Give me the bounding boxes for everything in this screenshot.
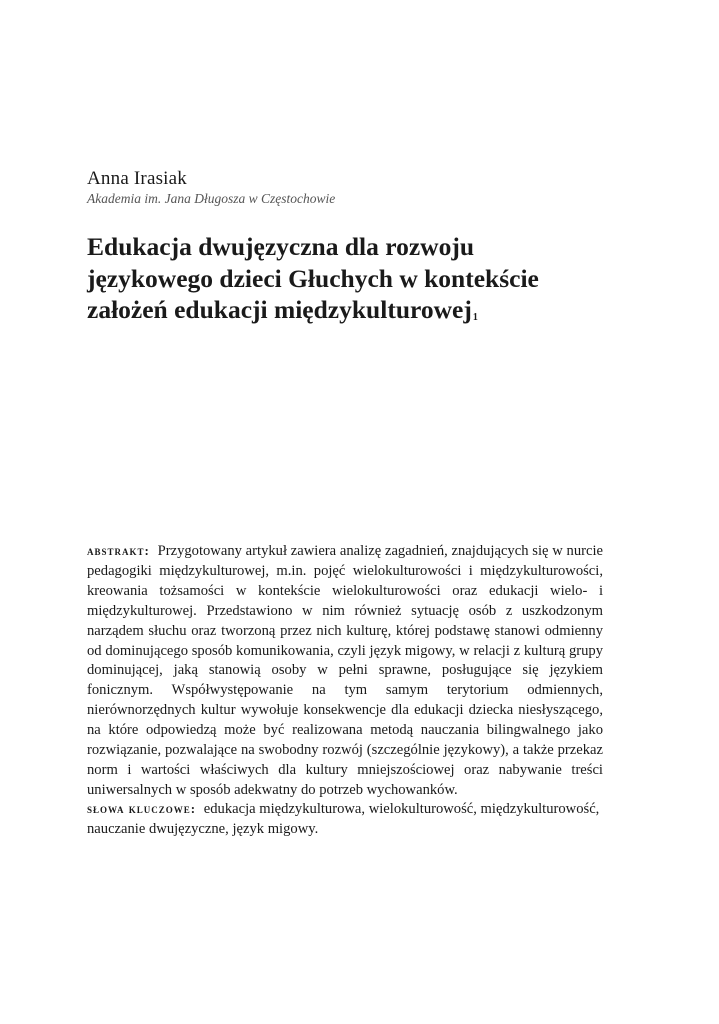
article-title [87, 231, 647, 326]
abstract-label: abstrakt: [87, 543, 150, 558]
title-line-1: Edukacja dwujęzyczna dla rozwoju [87, 232, 474, 261]
author-affiliation: Akademia im. Jana Długosza w Częstochowie [87, 191, 336, 206]
keywords-label: słowa kluczowe: [87, 801, 197, 816]
title-line-3: założeń edukacji międzykulturowej [87, 295, 472, 324]
abstract-paragraph [87, 541, 603, 801]
title-line-2: językowego dzieci Głuchych w kontekście [87, 263, 539, 293]
keywords-paragraph [87, 799, 603, 839]
keywords-text: edukacja międzykulturowa, wielokulturowość, międzykulturowość, nauczanie dwujęzyczne, język migowy. [87, 801, 600, 837]
author-name: Anna Irasiak [87, 168, 187, 189]
abstract-text: Przygotowany artykuł zawiera analizę zagadnień, znajdujących się w nurcie pedagogiki międzykulturowej, m.in. pojęć wielokulturowości i międzykulturowości, kreowania tożsamości w kontekście wielokulturowości oraz edukacji wielo- i międzykulturowej. Przedstawiono w nim również sytuację osób z uszkodzonym narządem słuchu oraz tworzoną przez nich kulturę, której podstawę stanowi odmienny od dominującego sposób komunikowania, czyli język migowy, w relacji z kulturą grupy dominującej, jaką stanowią osoby w pełni sprawne, posługujące się językiem fonicznym. Współwystępowanie na tym samym terytorium odmiennych, nierównorzędnych kultur wywołuje konsekwencje dla edukacji dziecka niesłyszącego, na które odpowiedzą może być realizowana metodą nauczania bilingwalnego jako rozwiązanie, pozwalające na swobodny rozwój (szczególnie językowy), a także przekaz norm i wartości właściwych dla kultury mniejszościowej oraz nabywanie treści uniwersalnych w sposób adekwatny do potrzeb wychowanków. [87, 543, 603, 798]
title-footnote-mark: 1 [472, 312, 478, 323]
